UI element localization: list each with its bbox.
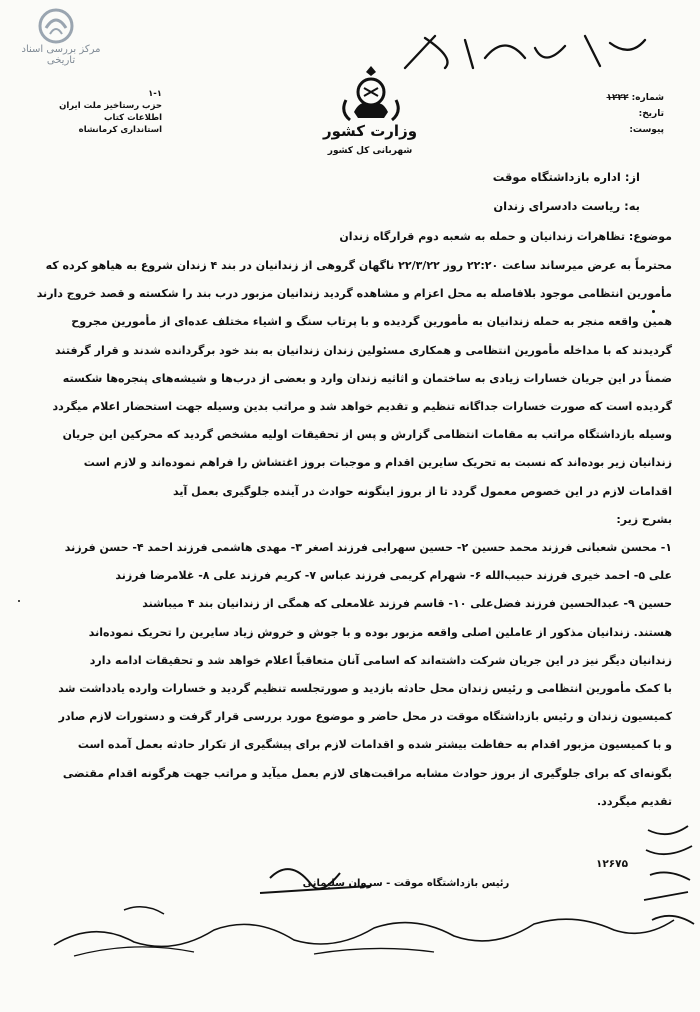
scan-speck <box>652 310 655 313</box>
closing-number: ۱۲۶۷۵ <box>595 858 628 870</box>
body-line: گردیدند که با مداخله مأمورین انتظامی و همکاری مسئولین زندان زندانیان به بند خود برگردانده شدند و قرار گرفتند <box>55 343 672 357</box>
ministry-title: وزارت کشور <box>322 122 418 140</box>
institution-line: حزب رستاخیز ملت ایران <box>59 101 162 111</box>
watermark-text: مرکز بررسی اسناد تاریخی <box>21 44 101 66</box>
letter-body <box>36 252 672 816</box>
institution-line: استانداری کرمانشاه <box>78 125 162 135</box>
body-line: تقدیم میگردد. <box>597 794 672 808</box>
date-row: تاریخ: <box>638 109 664 119</box>
body-line: کمیسیون زندان و رئیس بازداشتگاه موقت در محل حاضر و موضوع مورد بررسی قرار گرفت و دستورات لازم صادر <box>58 710 672 724</box>
body-line: محترماً به عرض میرساند ساعت ۲۲:۲۰ روز ۲۲/۳/۲۲ ناگهان گروهی از زندانیان در بند ۴ زندان شروع به هیاهو کرده که <box>45 259 672 272</box>
attachment-label: پیوست <box>632 125 664 135</box>
number-value: ۱۲۲۲ <box>606 93 629 103</box>
date-label: تاریخ <box>642 109 664 119</box>
ministry-subtitle: شهربانی کل کشور <box>327 146 413 156</box>
body-line: علی ۵- احمد خیری فرزند حبیب‌الله ۶- شهرام کریمی فرزند عباس ۷- کریم فرزند علی ۸- غلامرضا فرزند <box>115 569 672 583</box>
body-line: مأمورین انتظامی موجود بلافاصله به محل اعزام و مشاهده گردید زندانیان مزبور درب بند را شکسته و قصد خروج دارند <box>36 287 672 301</box>
from-line: از: اداره بازداشتگاه موقت <box>492 170 640 184</box>
lion-and-sun-emblem-icon <box>336 62 406 124</box>
body-line: وسیله بازداشتگاه مراتب به مقامات انتظامی گزارش و پس از تحقیقات اولیه مشخص گردید که محرکین این جریان <box>62 428 672 442</box>
body-line: با کمک مأمورین انتظامی و رئیس زندان محل حادثه بازدید و صورتجلسه تنظیم گردید و خسارات وارده یادداشت شد <box>58 682 672 696</box>
body-line: ضمناً در این جریان خسارات زیادی به ساختمان و اثاثیه زندان وارد و بعضی از درب‌ها و شیشه‌های پنجره‌ها شکسته <box>62 371 672 385</box>
number-row: شماره: ۱۲۲۲ <box>606 93 664 103</box>
body-line: اقدامات لازم در این خصوص معمول گردد تا از بروز اینگونه حوادث در آینده جلوگیری بعمل آید <box>173 484 672 498</box>
institution-line: اطلاعات کتاب <box>103 113 162 123</box>
body-line: همین واقعه منجر به حمله زندانیان به مأمورین گردیده و با پرتاب سنگ و اشیاء مختلف عده‌ای از مأمورین مجروح <box>71 315 672 329</box>
archive-logo-icon <box>36 6 76 46</box>
scan-speck <box>18 600 20 602</box>
body-line: زندانیان دیگر نیز در این جریان شرکت داشته‌اند که اسامی آنان متعاقباً اعلام خواهد شد و تحقیقات ادامه دارد <box>89 653 672 667</box>
body-line: گردیده است که صورت خسارات جداگانه تنظیم و تقدیم خواهد شد و مراتب بدین وسیله جهت استحضار اعلام میگردد <box>52 400 672 414</box>
body-line: حسین ۹- عبدالحسین فرزند فضل‌علی ۱۰- قاسم فرزند غلامعلی که همگی از زندانیان بند ۴ میباشند <box>142 597 672 611</box>
body-line: بشرح زیر: <box>616 512 672 526</box>
body-line: زندانیان زیر بوده‌اند که نسبت به تحریک سایرین اقدام و موجبات بروز اغتشاش را فراهم نموده‌اند و لازم است <box>83 456 672 470</box>
body-line: هستند. زندانیان مذکور از عاملین اصلی واقعه مزبور بوده و با جوش و خروش زیاد سایرین را تحریک نموده‌اند <box>88 625 672 639</box>
institution-line: ۱-۱ <box>148 89 162 99</box>
institution-block <box>42 88 162 136</box>
handwritten-note-top <box>395 28 655 78</box>
subject-line: موضوع: تظاهرات زندانیان و حمله به شعبه دوم قرارگاه زندان <box>339 230 672 243</box>
body-line: و با کمیسیون مزبور اقدام به حفاظت بیشتر شده و اقدامات لازم برای پیشگیری از تکرار حادثه بعمل آمده است <box>77 738 672 752</box>
body-line: بگونه‌ای که برای جلوگیری از بروز حوادث مشابه مراقبت‌های لازم بعمل میآید و مراتب جهت هرگونه اقدام مقتضی <box>62 766 672 780</box>
to-line: به: ریاست دادسرای زندان <box>493 199 640 213</box>
number-label: شماره <box>635 93 664 103</box>
handwritten-note-bottom <box>14 900 694 960</box>
signature-caption: رئیس بازداشتگاه موقت - سروان سلیمانی <box>302 878 510 889</box>
body-line: ۱- محسن شعبانی فرزند محمد حسین ۲- حسین سهرابی فرزند اصغر ۳- مهدی هاشمی فرزند احمد ۴- حسن فرزند <box>64 541 672 555</box>
document-meta <box>574 90 664 138</box>
attachment-row: پیوست: <box>629 125 664 135</box>
